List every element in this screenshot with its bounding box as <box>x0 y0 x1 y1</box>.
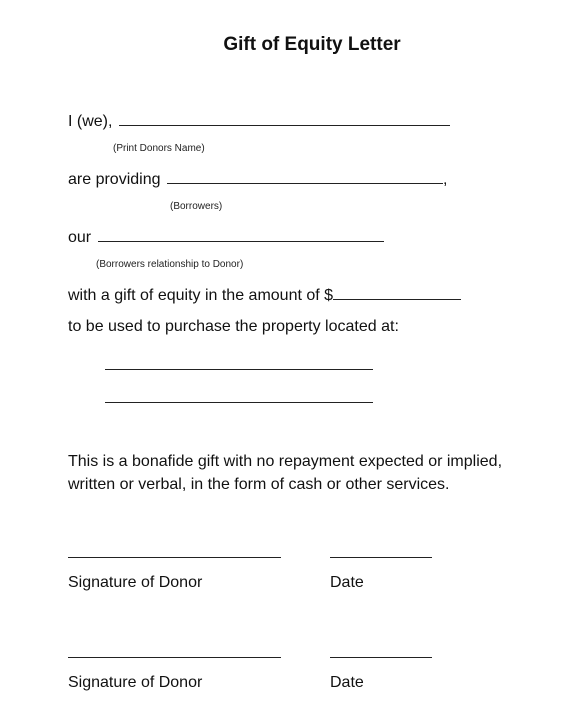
amount-row <box>68 285 461 305</box>
borrowers-prefix: are providing <box>68 171 161 188</box>
donor-name-field[interactable] <box>119 111 450 126</box>
signature-label-2: Signature of Donor <box>68 674 203 691</box>
signature-line-1[interactable] <box>68 557 281 558</box>
date-label-2: Date <box>330 674 364 691</box>
borrowers-field[interactable] <box>167 169 443 184</box>
donor-name-row <box>68 111 450 131</box>
page-title: Gift of Equity Letter <box>223 34 401 55</box>
signature-line-2[interactable] <box>68 657 281 658</box>
relationship-row <box>68 227 384 247</box>
amount-prefix: with a gift of equity in the amount of $ <box>68 287 334 304</box>
borrowers-suffix: , <box>442 171 448 188</box>
date-line-2[interactable] <box>330 657 432 658</box>
donor-name-hint: (Print Donors Name) <box>113 143 205 154</box>
date-line-1[interactable] <box>330 557 432 558</box>
donor-name-prefix: I (we), <box>68 113 113 130</box>
property-address-line-2[interactable] <box>105 402 373 403</box>
amount-field[interactable] <box>333 285 461 300</box>
signature-label-1: Signature of Donor <box>68 574 203 591</box>
property-label: to be used to purchase the property located at: <box>68 318 399 335</box>
relationship-hint: (Borrowers relationship to Donor) <box>96 259 244 270</box>
property-address-line-1[interactable] <box>105 369 373 370</box>
borrowers-row <box>68 169 447 189</box>
gift-statement <box>68 450 502 496</box>
gift-statement-line-1: This is a bonafide gift with no repayment expected or implied, <box>68 453 503 470</box>
date-label-1: Date <box>330 574 364 591</box>
relationship-field[interactable] <box>98 227 384 242</box>
relationship-prefix: our <box>68 229 92 246</box>
gift-statement-line-2: written or verbal, in the form of cash or other services. <box>68 476 450 493</box>
borrowers-hint: (Borrowers) <box>170 201 223 212</box>
